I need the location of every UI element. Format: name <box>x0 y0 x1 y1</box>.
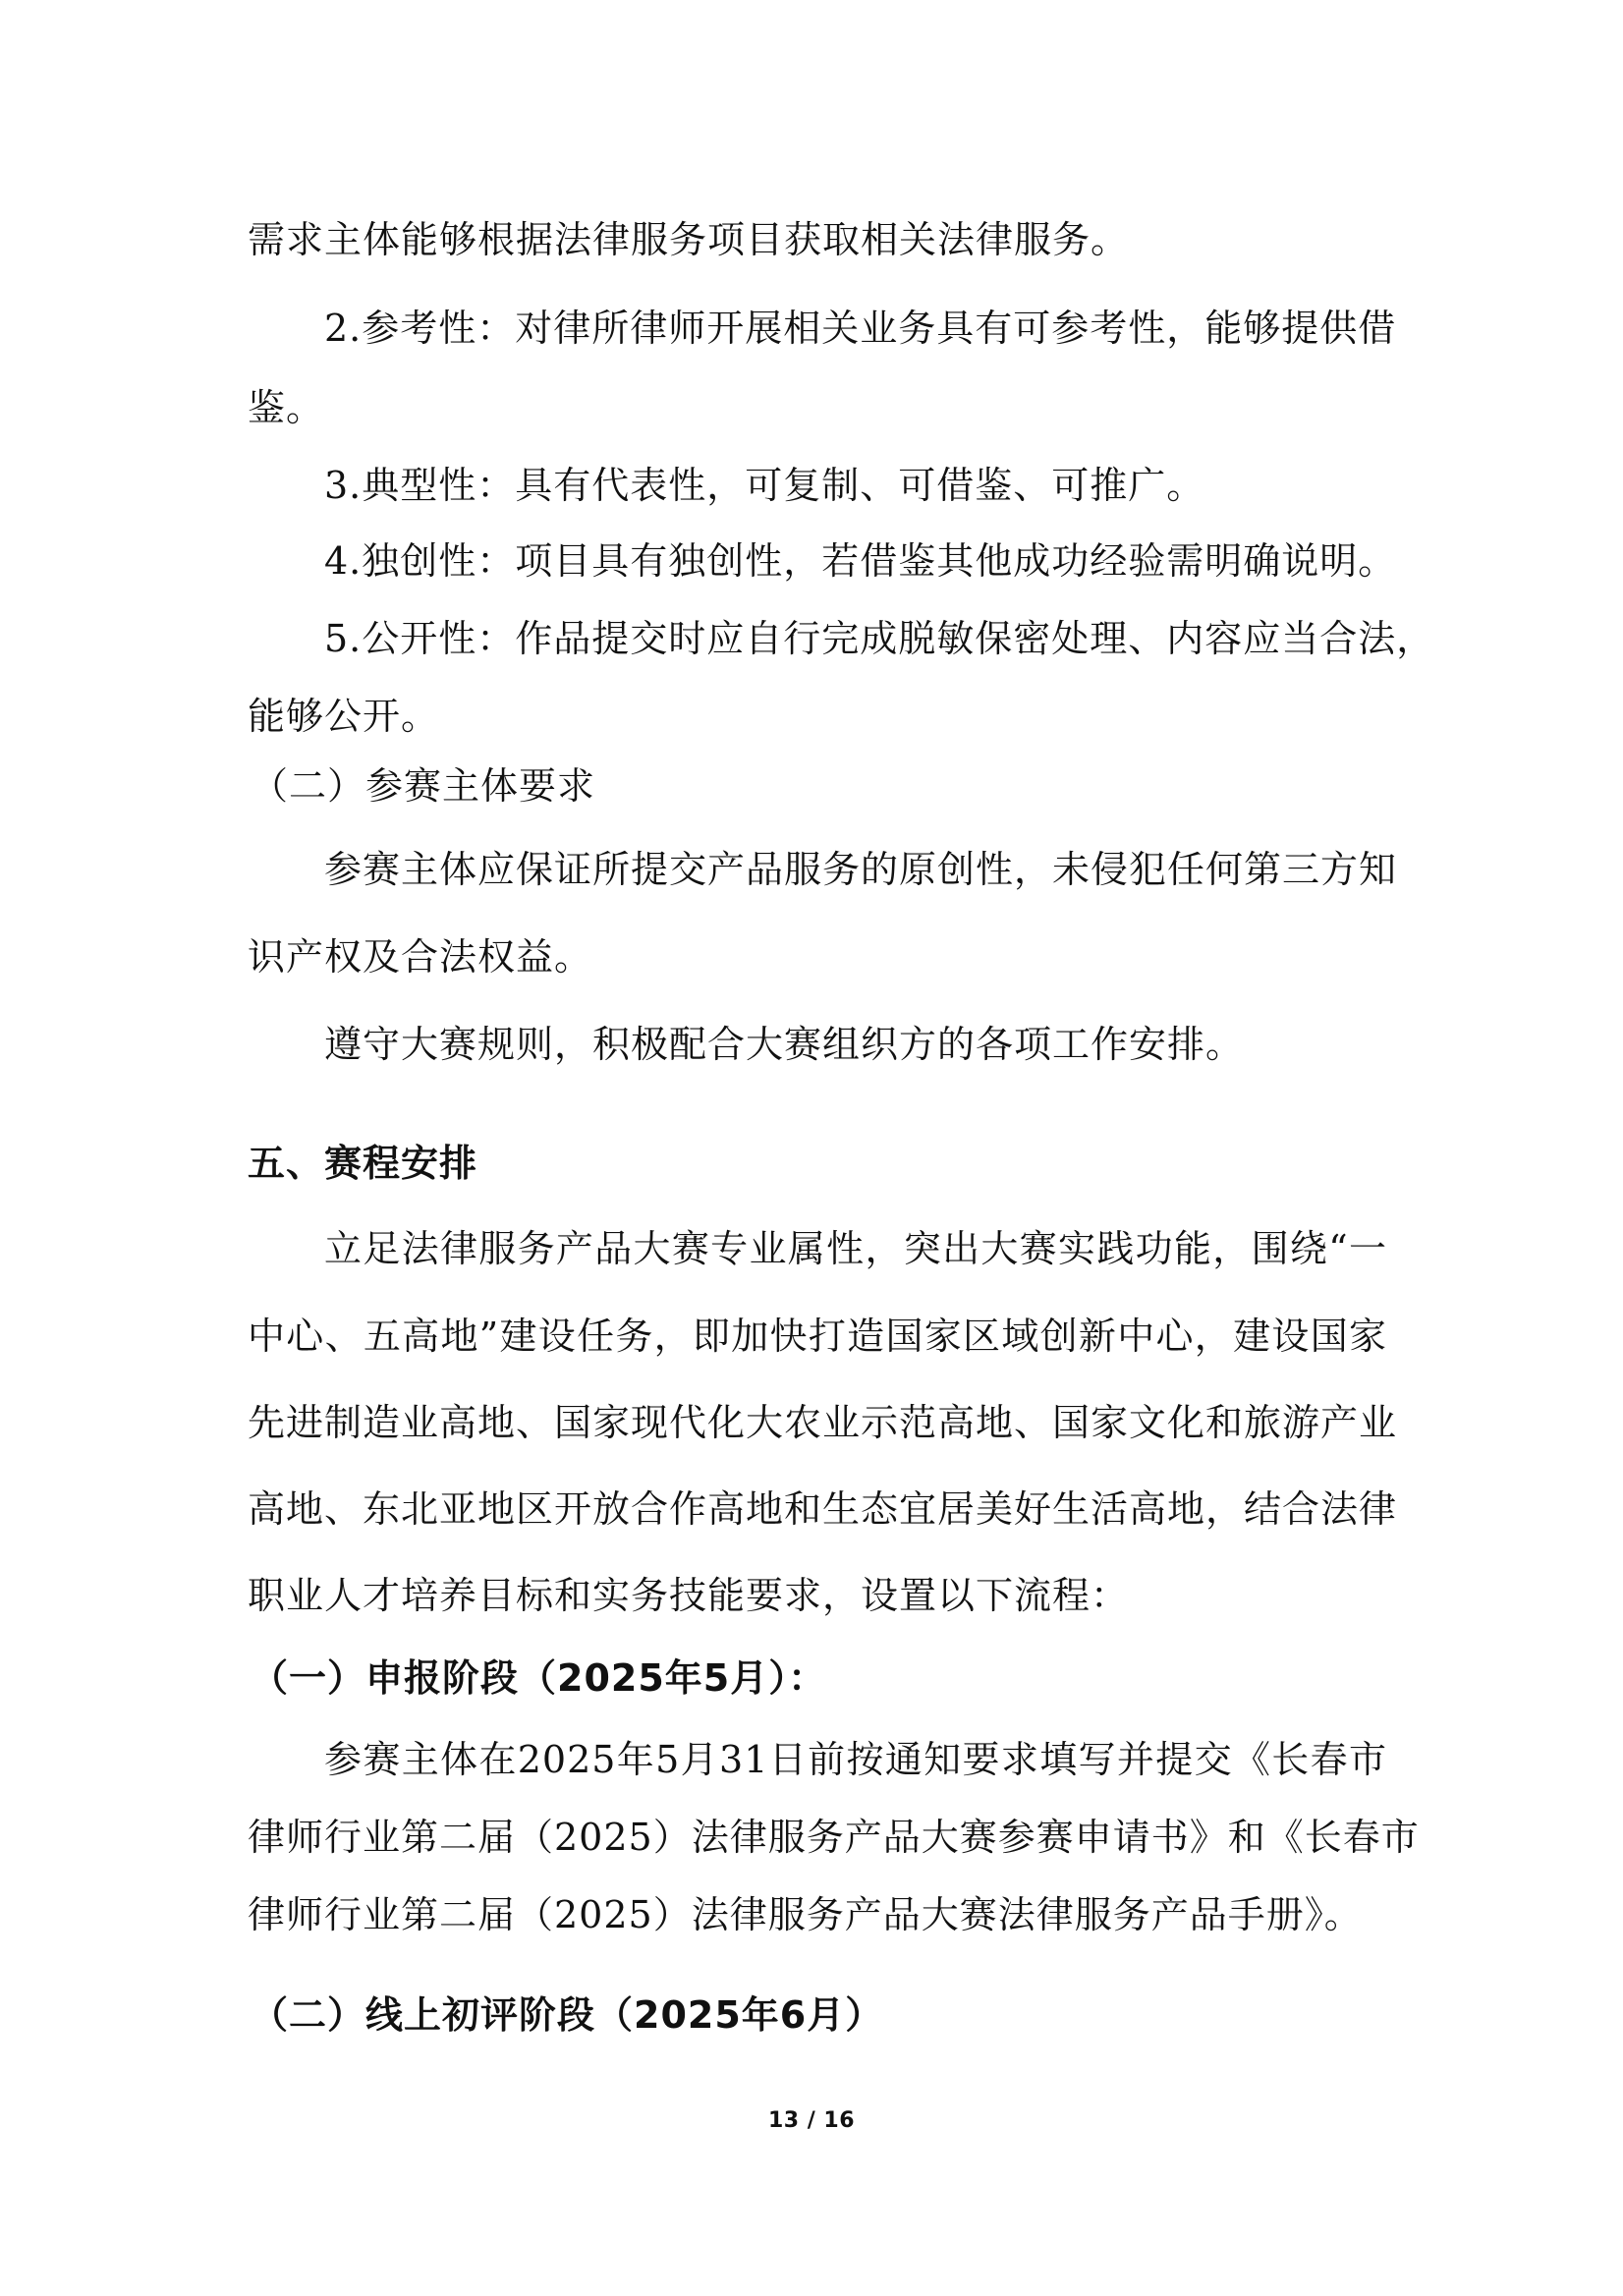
subsection-heading: （一）申报阶段（2025年5月）： <box>251 1656 827 1700</box>
paragraph-line: 职业人才培养目标和实务技能要求，设置以下流程： <box>248 1574 1130 1617</box>
page-number: 13 / 16 <box>767 2108 856 2133</box>
paragraph-line: 能够公开。 <box>248 695 440 738</box>
subsection-heading: （二）线上初评阶段（2025年6月） <box>251 1993 884 2037</box>
subsection-heading: （二）参赛主体要求 <box>251 764 596 808</box>
paragraph-line: 中心、五高地”建设任务，即加快打造国家区域创新中心，建设国家 <box>248 1315 1387 1358</box>
section-heading: 五、赛程安排 <box>248 1142 478 1185</box>
paragraph-line: 5.公开性：作品提交时应自行完成脱敏保密处理、内容应当合法， <box>324 617 1435 660</box>
paragraph-line: 参赛主体应保证所提交产品服务的原创性，未侵犯任何第三方知 <box>324 848 1398 891</box>
paragraph-line: 3.典型性：具有代表性，可复制、可借鉴、可推广。 <box>324 464 1205 507</box>
paragraph-line: 遵守大赛规则，积极配合大赛组织方的各项工作安排。 <box>324 1023 1245 1066</box>
paragraph-line: 鉴。 <box>248 386 325 429</box>
paragraph-line: 先进制造业高地、国家现代化大农业示范高地、国家文化和旅游产业 <box>248 1401 1398 1444</box>
paragraph-line: 律师行业第二届（2025）法律服务产品大赛参赛申请书》和《长春市 <box>248 1816 1420 1859</box>
paragraph-line: 2.参考性：对律所律师开展相关业务具有可参考性，能够提供借 <box>324 307 1397 350</box>
paragraph-line: 需求主体能够根据法律服务项目获取相关法律服务。 <box>248 218 1130 261</box>
paragraph-line: 高地、东北亚地区开放合作高地和生态宜居美好生活高地，结合法律 <box>248 1487 1398 1531</box>
paragraph-line: 4.独创性：项目具有独创性，若借鉴其他成功经验需明确说明。 <box>324 539 1397 583</box>
paragraph-line: 识产权及合法权益。 <box>248 935 593 979</box>
paragraph-line: 立足法律服务产品大赛专业属性，突出大赛实践功能，围绕“一 <box>324 1227 1387 1270</box>
paragraph-line: 参赛主体在2025年5月31日前按通知要求填写并提交《长春市 <box>324 1738 1387 1781</box>
paragraph-line: 律师行业第二届（2025）法律服务产品大赛法律服务产品手册》。 <box>248 1893 1363 1936</box>
